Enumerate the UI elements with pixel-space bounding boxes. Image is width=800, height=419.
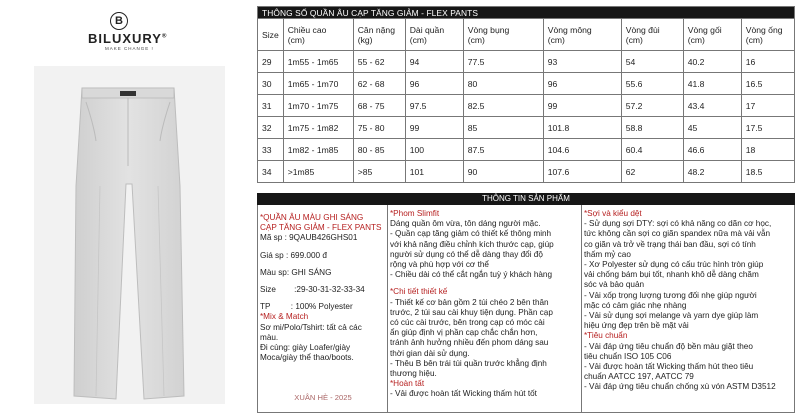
table-row — [258, 117, 795, 139]
table-cell: 57.2 — [621, 95, 683, 117]
header-knee — [683, 19, 741, 51]
section-title: *Hoàn tất — [390, 379, 425, 389]
header-label: Chiều cao — [287, 24, 327, 35]
text-line: tránh ảnh hưởng nhiều đến phom dáng sau — [390, 338, 549, 348]
table-cell: 54 — [621, 51, 683, 73]
table-cell: 29 — [258, 51, 284, 73]
table-cell: 80 — [463, 73, 543, 95]
header-unit: (cm) — [467, 34, 485, 45]
table-row — [258, 139, 795, 161]
season-label: XUÂN HÈ - 2025 — [294, 392, 352, 402]
table-cell: 46.6 — [683, 139, 741, 161]
table-cell: 101 — [405, 161, 463, 183]
table-row — [258, 95, 795, 117]
product-sizes: Size :29-30-31-32-33-34 — [260, 285, 365, 295]
table-cell: 96 — [543, 73, 621, 95]
table-cell: 62 - 68 — [353, 73, 405, 95]
header-label: Dài quần — [409, 24, 445, 35]
table-cell: 80 - 85 — [353, 139, 405, 161]
table-cell: 1m55 - 1m65 — [283, 51, 353, 73]
pants-illustration-icon — [34, 66, 225, 404]
brand-logo — [48, 12, 228, 52]
header-label: Size — [262, 29, 279, 40]
table-cell: 97.5 — [405, 95, 463, 117]
product-color: Màu sp: GHI SÁNG — [260, 267, 332, 277]
table-cell: 48.2 — [683, 161, 741, 183]
header-unit: (cm) — [625, 34, 643, 45]
size-chart-title: THÔNG SỐ QUẦN ÂU CẠP TĂNG GIẢM - FLEX PANTS — [258, 7, 795, 19]
header-label: Vòng bụng — [467, 24, 510, 35]
product-name-line: CẠP TĂNG GIẢM - FLEX PANTS — [260, 223, 382, 233]
header-unit: (cm) — [745, 34, 763, 45]
section-title: *Tiêu chuẩn — [584, 331, 628, 341]
table-cell: 34 — [258, 161, 284, 183]
table-row — [258, 51, 795, 73]
mix-match-title: *Mix & Match — [260, 312, 309, 322]
text-line: tiêu chuẩn ISO 105 C06 — [584, 351, 672, 361]
header-label: Vòng mông — [547, 24, 592, 35]
header-unit: (cm) — [547, 34, 565, 45]
table-cell: 58.8 — [621, 117, 683, 139]
section-title: *Chi tiết thiết kế — [390, 287, 448, 297]
table-cell: 62 — [621, 161, 683, 183]
table-cell: 68 - 75 — [353, 95, 405, 117]
table-cell: 94 — [405, 51, 463, 73]
text-line: rộng và phù hợp với cơ thể — [390, 260, 489, 270]
table-cell: 93 — [543, 51, 621, 73]
table-row — [258, 73, 795, 95]
text-line: sóc và bảo quản — [584, 280, 645, 290]
text-line: mặc có cảm giác nhẹ nhàng — [584, 300, 687, 310]
table-cell: 32 — [258, 117, 284, 139]
table-cell: 96 — [405, 73, 463, 95]
text-line: hiệu ứng đẹp trên bề mặt vải — [584, 321, 689, 331]
text-line: - Vải xốp trọng lượng tương đối nhẹ giúp người — [584, 290, 757, 300]
mix-match-line: Moca/giày thể thao/boots. — [260, 353, 354, 363]
table-cell: 16.5 — [741, 73, 794, 95]
table-cell: 60.4 — [621, 139, 683, 161]
size-chart-table — [257, 6, 795, 183]
header-hip — [543, 19, 621, 51]
header-label: Vòng gối — [687, 24, 722, 35]
table-cell: 33 — [258, 139, 284, 161]
table-cell: 30 — [258, 73, 284, 95]
text-line: - Thiết kế cơ bản gồm 2 túi chéo 2 bên thân — [390, 297, 549, 307]
table-cell: 55.6 — [621, 73, 683, 95]
text-line: chuẩn AATCC 197, AATCC 79 — [584, 372, 694, 382]
header-length — [405, 19, 463, 51]
table-cell: 100 — [405, 139, 463, 161]
table-cell: >85 — [353, 161, 405, 183]
table-cell: 1m75 - 1m82 — [283, 117, 353, 139]
product-photo — [34, 66, 225, 404]
mix-match-line: Sơ mi/Polo/Tshirt: tất cả các — [260, 322, 362, 332]
header-height — [283, 19, 353, 51]
table-cell: 75 - 80 — [353, 117, 405, 139]
text-line: vải chống bám bụi tốt, nhanh khô dễ dàng chăm — [584, 270, 759, 280]
text-line: - Vải được hoàn tất Wicking thấm hút tốt — [390, 389, 537, 399]
product-price: Giá sp : 699.000 đ — [260, 250, 327, 260]
header-label: Vòng ống — [745, 24, 783, 35]
table-cell: 101.8 — [543, 117, 621, 139]
brand-tagline: MAKE CHANGE ! — [105, 46, 154, 51]
size-chart-header-row — [258, 19, 795, 51]
text-line: - Thêu B bên trái túi quần trước khẳng định — [390, 358, 547, 368]
table-cell: 107.6 — [543, 161, 621, 183]
text-line: co giãn và trở về trạng thái ban đầu, sợi có tính — [584, 239, 756, 249]
table-cell: 99 — [543, 95, 621, 117]
mix-match-line: Đi cùng: giày Loafer/giày — [260, 343, 351, 353]
text-line: người sử dụng có thể dễ dàng thay đổi độ — [390, 249, 543, 259]
text-line: - Xơ Polyester sử dụng có cấu trúc hình tròn giúp — [584, 260, 764, 270]
table-cell: 41.8 — [683, 73, 741, 95]
table-cell: >1m85 — [283, 161, 353, 183]
text-line: - Sử dụng sợi DTY: sợi có khả năng co dãn cơ học, — [584, 219, 772, 229]
product-summary-column — [258, 205, 388, 413]
product-info-title: THÔNG TIN SẢN PHẨM — [257, 193, 795, 205]
table-cell: 77.5 — [463, 51, 543, 73]
header-weight — [353, 19, 405, 51]
brand-reg-mark: ® — [161, 33, 168, 40]
header-unit: (kg) — [357, 34, 373, 45]
product-image-panel — [0, 0, 250, 419]
header-waist — [463, 19, 543, 51]
table-cell: 1m70 - 1m75 — [283, 95, 353, 117]
table-cell: 31 — [258, 95, 284, 117]
table-cell: 18 — [741, 139, 794, 161]
text-line: trước, 2 túi sau cài khuy tiện dụng. Phần cạp — [390, 307, 553, 317]
text-line: - Vải sử dụng sợi melange và yarn dye giúp làm — [584, 311, 759, 321]
table-cell: 85 — [463, 117, 543, 139]
brand-mark-icon: B — [110, 12, 128, 30]
table-cell: 45 — [683, 117, 741, 139]
header-label: Cân nặng — [357, 24, 395, 35]
table-cell: 16 — [741, 51, 794, 73]
product-material: TP : 100% Polyester — [260, 302, 353, 312]
table-cell: 82.5 — [463, 95, 543, 117]
table-cell: 17.5 — [741, 117, 794, 139]
text-line: thấm mỷ cao — [584, 249, 631, 259]
header-label: Vòng đùi — [625, 24, 660, 35]
text-line: Dáng quần ôm vừa, tôn dáng người mặc. — [390, 219, 541, 229]
section-title: *Sợi và kiểu dệt — [584, 209, 642, 218]
text-line: ẩn giúp định vị phần cạp chắc chắn hơn, — [390, 328, 538, 338]
product-name-line: *QUẦN ÂU MÀU GHI SÁNG — [260, 213, 364, 222]
table-cell: 55 - 62 — [353, 51, 405, 73]
fabric-column — [582, 205, 795, 413]
header-unit: (cm) — [409, 34, 427, 45]
header-hem — [741, 19, 794, 51]
brand-name-text: BILUXURY — [88, 31, 162, 46]
brand-name — [88, 31, 167, 46]
header-size — [258, 19, 284, 51]
text-line: tức không cần sợi co giãn spandex nữa mà vải vẫn — [584, 229, 771, 239]
header-unit: (cm) — [687, 34, 705, 45]
mix-match-line: màu. — [260, 332, 279, 342]
table-cell: 1m82 - 1m85 — [283, 139, 353, 161]
product-info-box — [257, 205, 795, 413]
table-cell: 99 — [405, 117, 463, 139]
text-line: - Chiều dài có thể cắt ngắn tuỳ ý khách hàng — [390, 270, 553, 280]
text-line: - Vải đáp ứng tiêu chuẩn chống xù vón ASTM D3512 — [584, 382, 776, 392]
table-cell: 1m65 - 1m70 — [283, 73, 353, 95]
text-line: - Quần cạp tăng giảm có thiết kế thông minh — [390, 229, 552, 239]
table-cell: 18.5 — [741, 161, 794, 183]
table-cell: 17 — [741, 95, 794, 117]
product-sku: Mã sp : 9QAUB426GHS01 — [260, 233, 358, 243]
table-cell: 90 — [463, 161, 543, 183]
text-line: - Vải được hoàn tất Wicking thấm hút theo tiêu — [584, 362, 754, 372]
text-line: thời gian dài sử dụng. — [390, 348, 470, 358]
text-line: có cúc cài trước, bên trong cạp có móc cài — [390, 318, 545, 328]
size-chart-title-row — [258, 7, 795, 19]
table-row — [258, 161, 795, 183]
design-column — [388, 205, 582, 413]
text-line: thương hiệu. — [390, 369, 437, 379]
table-cell: 87.5 — [463, 139, 543, 161]
text-line: - Vải đáp ứng tiêu chuẩn độ bền màu giặt theo — [584, 341, 753, 351]
header-unit: (cm) — [287, 34, 305, 45]
section-title: *Phom Slimfit — [390, 209, 440, 218]
text-line: với khả năng điều chỉnh kích thước cạp, giúp — [390, 239, 554, 249]
header-thigh — [621, 19, 683, 51]
table-cell: 43.4 — [683, 95, 741, 117]
table-cell: 40.2 — [683, 51, 741, 73]
table-cell: 104.6 — [543, 139, 621, 161]
